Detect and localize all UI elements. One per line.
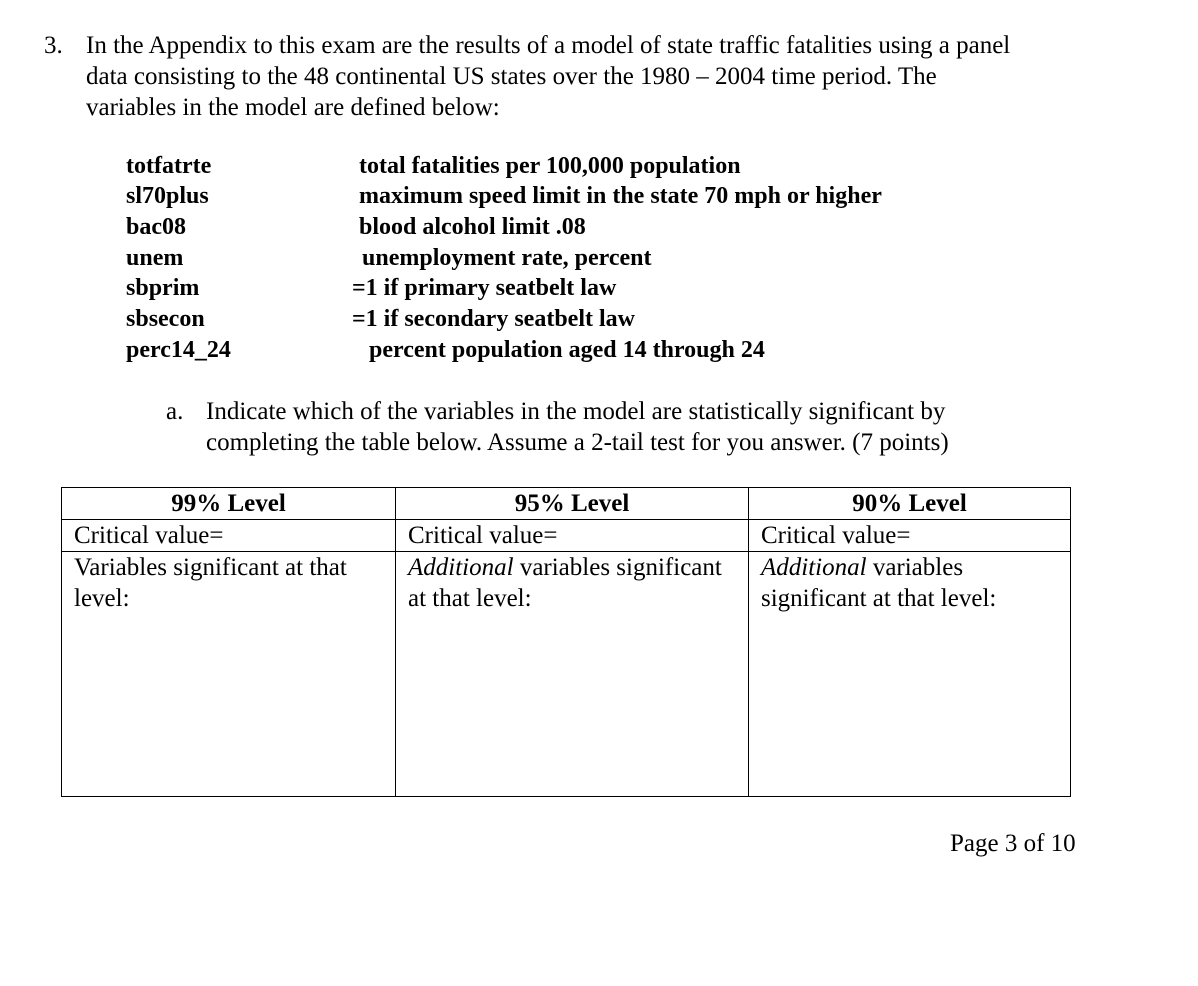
additional-word: Additional (761, 554, 867, 581)
critical-value-95-cell[interactable] (396, 520, 749, 552)
part-a-letter: a. (166, 398, 184, 425)
critical-value-label: Critical value= (408, 522, 558, 549)
header-95-level: 95% Level (396, 488, 749, 520)
significant-90-cell[interactable] (749, 552, 1071, 797)
header-99-level: 99% Level (62, 488, 396, 520)
critical-value-row (62, 520, 1071, 552)
variable-name: sbprim (126, 275, 200, 301)
page-number: Page 3 of 10 (950, 830, 1076, 857)
part-a-line: Indicate which of the variables in the model are statistically significant by (206, 398, 946, 425)
critical-value-99-cell[interactable] (62, 520, 396, 552)
variable-name: unem (126, 245, 184, 271)
part-a-line: completing the table below. Assume a 2-tail test for you answer. (7 points) (206, 429, 949, 456)
part-a-text (206, 396, 949, 458)
question-text (86, 30, 1096, 123)
header-90-level: 90% Level (749, 488, 1071, 520)
variable-name: bac08 (126, 214, 186, 240)
variable-name: perc14_24 (126, 337, 231, 363)
variable-name: sl70plus (126, 183, 209, 209)
variable-name: sbsecon (126, 306, 205, 332)
additional-word: Additional (408, 554, 514, 581)
question-number: 3. (44, 32, 63, 59)
question-line: In the Appendix to this exam are the results of a model of state traffic fatalities using a panel (86, 32, 1011, 59)
critical-value-label: Critical value= (761, 522, 911, 549)
variable-definition: =1 if secondary seatbelt law (352, 306, 635, 332)
table-header-row (62, 488, 1071, 520)
variable-definition: percent population aged 14 through 24 (369, 337, 765, 363)
additional-label: variables significant at that level: (408, 554, 722, 612)
variable-name: totfatrte (126, 153, 212, 179)
variable-definition: maximum speed limit in the state 70 mph or higher (359, 183, 882, 209)
variable-definition: =1 if primary seatbelt law (352, 275, 617, 301)
significant-95-cell[interactable] (396, 552, 749, 797)
variable-definition: total fatalities per 100,000 population (359, 153, 741, 179)
significant-label: Variables significant at that level: (74, 554, 347, 612)
significant-variables-row (62, 552, 1071, 797)
significant-99-cell[interactable] (62, 552, 396, 797)
additional-label: variables significant at that level: (761, 554, 997, 612)
significance-table (61, 487, 1071, 797)
question-line: variables in the model are defined below: (86, 94, 500, 121)
variable-definition: blood alcohol limit .08 (359, 214, 586, 240)
question-line: data consisting to the 48 continental US states over the 1980 – 2004 time period. The (86, 63, 937, 90)
critical-value-label: Critical value= (74, 522, 224, 549)
variable-definition: unemployment rate, percent (362, 245, 652, 271)
critical-value-90-cell[interactable] (749, 520, 1071, 552)
